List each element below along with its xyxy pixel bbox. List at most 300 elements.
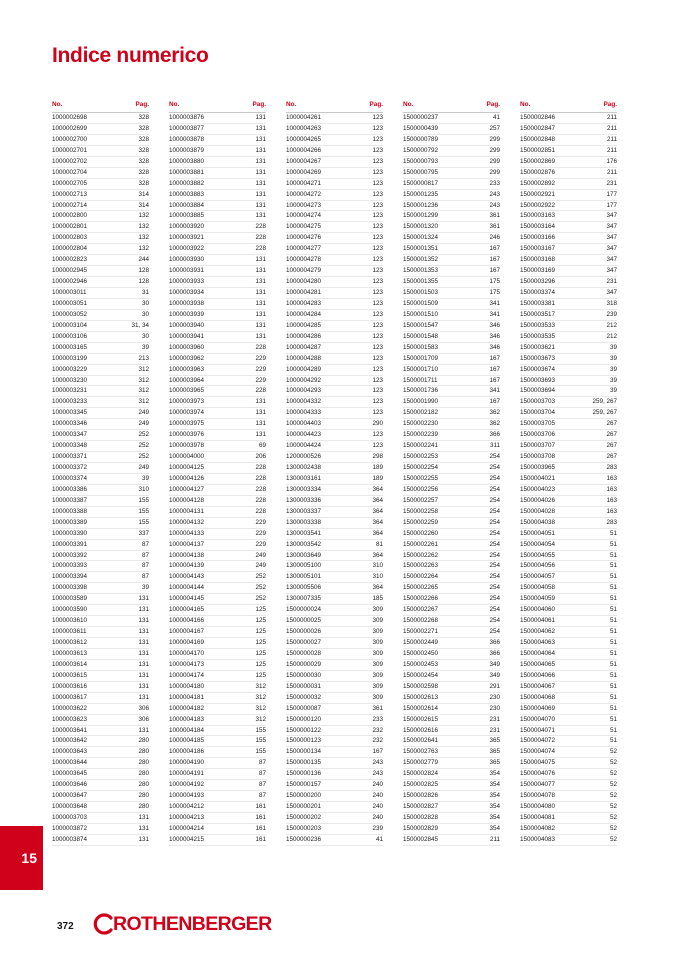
index-row (403, 824, 500, 835)
index-row (52, 222, 149, 233)
page-reference: 163 (606, 485, 617, 493)
article-number: 1000003104 (52, 321, 88, 329)
page-reference: 87 (258, 781, 266, 789)
page-reference: 283 (606, 518, 617, 526)
article-number: 1000004192 (169, 781, 205, 789)
index-row (286, 201, 383, 212)
article-number: 1000004191 (169, 770, 205, 778)
index-row (286, 299, 383, 310)
index-row (403, 507, 500, 518)
index-row (286, 660, 383, 671)
index-row (169, 266, 266, 277)
index-row (169, 758, 266, 769)
article-number: 1000003614 (52, 660, 88, 668)
article-number: 1500000027 (286, 639, 322, 646)
article-number: 1000003394 (52, 573, 88, 581)
article-number: 1000004265 (286, 135, 322, 143)
article-number: 1500002598 (403, 682, 439, 690)
page-reference: 311 (489, 442, 500, 450)
page-reference: 123 (372, 365, 383, 373)
article-number: 1500003703 (520, 398, 556, 406)
page-reference: 51 (609, 660, 617, 668)
page-reference: 280 (138, 792, 149, 800)
page-reference: 52 (609, 792, 617, 800)
article-number: 1500004051 (520, 529, 556, 537)
article-number: 1500003694 (520, 387, 556, 395)
article-number: 1500004026 (520, 496, 556, 504)
article-number: 1500002616 (403, 726, 439, 734)
index-row (403, 452, 500, 463)
article-number: 1500003517 (520, 310, 556, 318)
article-number: 1500002848 (520, 135, 556, 143)
page-reference: 167 (489, 398, 500, 406)
index-row (403, 747, 500, 758)
article-number: 1500004068 (520, 693, 556, 701)
article-number: 1000003398 (52, 584, 88, 592)
index-row (52, 671, 149, 682)
index-row (286, 780, 383, 791)
index-row (520, 583, 617, 594)
page-reference: 280 (138, 737, 149, 745)
article-number: 1000004126 (169, 474, 205, 482)
index-row (52, 124, 149, 135)
article-number: 1500002265 (403, 584, 439, 592)
article-number: 1500001710 (403, 365, 439, 373)
article-number: 1000004184 (169, 726, 205, 734)
article-number: 1000004137 (169, 540, 205, 548)
index-row (520, 397, 617, 408)
page-reference: 87 (141, 551, 149, 559)
page-reference: 259, 267 (592, 409, 617, 417)
index-row (169, 332, 266, 343)
page-reference: 51 (609, 617, 617, 625)
article-number: 1000004279 (286, 267, 322, 275)
index-row (286, 146, 383, 157)
page-reference: 167 (489, 256, 500, 264)
index-row (403, 157, 500, 168)
index-row (52, 135, 149, 146)
index-row (52, 791, 149, 802)
article-number: 1500000795 (403, 168, 439, 176)
page-reference: 167 (489, 376, 500, 384)
page-reference: 309 (372, 671, 383, 679)
index-row (520, 299, 617, 310)
page-reference: 312 (138, 398, 149, 406)
article-number: 1500004080 (520, 803, 556, 811)
article-number: 1000003880 (169, 157, 205, 165)
article-number: 1500000789 (403, 135, 439, 143)
index-row (403, 376, 500, 387)
article-number: 1000002699 (52, 124, 88, 132)
index-row (403, 791, 500, 802)
index-row (169, 255, 266, 266)
header-no-label: No. (520, 101, 531, 108)
page-reference: 131 (255, 332, 266, 340)
article-number: 1500004058 (520, 584, 556, 592)
article-number: 1000004143 (169, 573, 205, 581)
article-number: 1500000203 (286, 824, 322, 832)
index-row (520, 518, 617, 529)
index-row (52, 813, 149, 824)
index-row (403, 715, 500, 726)
article-number: 1500002824 (403, 770, 439, 778)
page-reference: 51 (609, 649, 617, 657)
index-row (169, 638, 266, 649)
article-number: 1000003965 (169, 387, 205, 395)
article-number: 1500002829 (403, 824, 439, 832)
page-reference: 131 (138, 639, 149, 646)
index-row (169, 113, 266, 124)
article-number: 1500004077 (520, 781, 556, 789)
page-reference: 131 (138, 649, 149, 657)
article-number: 1000004289 (286, 365, 322, 373)
article-number: 1500002261 (403, 540, 439, 548)
article-number: 1500004060 (520, 606, 556, 614)
article-number: 1000002713 (52, 190, 88, 198)
index-row (169, 627, 266, 638)
article-number: 1500003707 (520, 442, 556, 450)
article-number: 1000003648 (52, 803, 88, 811)
index-row (169, 430, 266, 441)
article-number: 1500002845 (403, 835, 439, 843)
page-reference: 131 (255, 289, 266, 296)
page-reference: 298 (372, 453, 383, 461)
page-reference: 131 (255, 135, 266, 143)
page-reference: 123 (372, 343, 383, 351)
article-number: 1500002257 (403, 496, 439, 504)
page-reference: 299 (489, 146, 500, 154)
index-row (52, 704, 149, 715)
index-row (286, 113, 383, 124)
index-row (169, 441, 266, 452)
article-number: 1000004165 (169, 606, 205, 614)
page-reference: 123 (372, 124, 383, 132)
article-number: 1500003167 (520, 245, 556, 253)
article-number: 1000003229 (52, 365, 88, 373)
page-reference: 87 (141, 540, 149, 548)
page-reference: 131 (255, 409, 266, 417)
article-number: 1000004213 (169, 814, 205, 821)
index-row (403, 583, 500, 594)
article-number: 1000004403 (286, 420, 322, 428)
index-row (52, 682, 149, 693)
page-reference: 52 (609, 759, 617, 767)
column-header (403, 98, 500, 113)
page-reference: 123 (372, 321, 383, 329)
page-reference: 231 (489, 726, 500, 734)
page-reference: 362 (489, 420, 500, 428)
index-row (520, 660, 617, 671)
article-number: 1500004061 (520, 617, 556, 625)
page-reference: 228 (255, 464, 266, 471)
page-reference: 131 (255, 299, 266, 307)
article-number: 1300003334 (286, 485, 322, 493)
article-number: 1500003381 (520, 299, 556, 307)
index-row (403, 485, 500, 496)
article-number: 1000003645 (52, 770, 88, 778)
page-reference: 123 (372, 431, 383, 439)
page-reference: 365 (489, 748, 500, 756)
header-pag-label: Pag. (603, 101, 617, 108)
index-row (52, 485, 149, 496)
index-row (403, 671, 500, 682)
article-number: 1000002702 (52, 157, 88, 165)
index-row (52, 397, 149, 408)
page-reference: 341 (489, 299, 500, 307)
index-row (52, 736, 149, 747)
article-number: 1500004070 (520, 715, 556, 723)
page-reference: 254 (489, 474, 500, 482)
index-row (403, 561, 500, 572)
article-number: 1500002241 (403, 442, 439, 450)
page-reference: 249 (255, 551, 266, 559)
page-reference: 131 (255, 398, 266, 406)
page-reference: 52 (609, 835, 617, 843)
article-number: 1000003644 (52, 759, 88, 767)
index-row (520, 616, 617, 627)
article-number: 1000004332 (286, 398, 322, 406)
article-number: 1000004424 (286, 442, 322, 450)
page-reference: 364 (372, 485, 383, 493)
article-number: 1000003960 (169, 343, 205, 351)
page-reference: 125 (255, 639, 266, 646)
page-reference: 232 (372, 737, 383, 745)
article-number: 1300007335 (286, 595, 322, 603)
index-row (520, 682, 617, 693)
page-reference: 230 (489, 693, 500, 701)
article-number: 1500002827 (403, 803, 439, 811)
index-row (169, 408, 266, 419)
index-row (52, 507, 149, 518)
page-reference: 51 (609, 704, 617, 712)
header-no-label: No. (169, 101, 180, 108)
article-number: 1500002450 (403, 649, 439, 657)
index-row (286, 627, 383, 638)
article-number: 1500003166 (520, 234, 556, 242)
page-reference: 177 (606, 190, 617, 198)
article-number: 1500001547 (403, 321, 439, 329)
article-number: 1500002271 (403, 628, 439, 636)
article-number: 1000003641 (52, 726, 88, 734)
article-number: 1000003589 (52, 595, 88, 603)
index-row (286, 310, 383, 321)
index-row (403, 419, 500, 430)
article-number: 1000003372 (52, 464, 88, 471)
page-reference: 280 (138, 781, 149, 789)
index-row (169, 704, 266, 715)
page-reference: 176 (606, 157, 617, 165)
article-number: 1000002800 (52, 212, 88, 220)
page-reference: 229 (255, 354, 266, 362)
article-number: 1500004063 (520, 639, 556, 646)
page-reference: 228 (255, 343, 266, 351)
page-reference: 212 (606, 321, 617, 329)
page-reference: 131 (255, 124, 266, 132)
index-row (52, 518, 149, 529)
index-row (286, 540, 383, 551)
article-number: 1000004215 (169, 835, 205, 843)
index-row (286, 835, 383, 846)
page-reference: 131 (138, 628, 149, 636)
page-reference: 87 (258, 759, 266, 767)
page-reference: 51 (609, 682, 617, 690)
page-reference: 125 (255, 649, 266, 657)
page-reference: 254 (489, 595, 500, 603)
article-number: 1000003939 (169, 310, 205, 318)
article-number: 1000004186 (169, 748, 205, 756)
page-reference: 39 (609, 354, 617, 362)
page-reference: 175 (489, 289, 500, 296)
article-number: 1500000029 (286, 660, 322, 668)
article-number: 1000003165 (52, 343, 88, 351)
page-reference: 131 (138, 693, 149, 701)
index-row (52, 288, 149, 299)
index-column (286, 98, 383, 846)
page-reference: 280 (138, 770, 149, 778)
page-reference: 155 (255, 737, 266, 745)
index-row (169, 518, 266, 529)
index-row (286, 168, 383, 179)
index-row (520, 769, 617, 780)
page-title: Indice numerico (52, 44, 209, 67)
index-row (520, 747, 617, 758)
index-row (403, 190, 500, 201)
article-number: 1500002239 (403, 431, 439, 439)
index-row (286, 594, 383, 605)
article-number: 1500004055 (520, 551, 556, 559)
article-number: 1000003881 (169, 168, 205, 176)
article-number: 1000003643 (52, 748, 88, 756)
index-row (169, 605, 266, 616)
article-number: 1500004066 (520, 671, 556, 679)
page-reference: 306 (138, 715, 149, 723)
page-reference: 280 (138, 759, 149, 767)
index-row (52, 496, 149, 507)
article-number: 1500002268 (403, 617, 439, 625)
section-tab: 15 (0, 826, 43, 890)
article-number: 1000003617 (52, 693, 88, 701)
article-number: 1000003389 (52, 518, 88, 526)
index-row (286, 704, 383, 715)
article-number: 1500000123 (286, 737, 322, 745)
page-reference: 252 (255, 573, 266, 581)
page-reference: 309 (372, 660, 383, 668)
article-number: 1500004056 (520, 562, 556, 570)
index-row (169, 791, 266, 802)
index-row (52, 441, 149, 452)
page-reference: 252 (138, 442, 149, 450)
index-row (520, 726, 617, 737)
page-reference: 243 (372, 770, 383, 778)
article-number: 1000003647 (52, 792, 88, 800)
index-row (403, 343, 500, 354)
article-number: 1500002615 (403, 715, 439, 723)
page-reference: 341 (489, 310, 500, 318)
index-row (52, 616, 149, 627)
article-number: 1000003393 (52, 562, 88, 570)
page-reference: 240 (372, 814, 383, 821)
index-row (169, 736, 266, 747)
page-reference: 163 (606, 474, 617, 482)
page-reference: 309 (372, 639, 383, 646)
article-number: 1500000030 (286, 671, 322, 679)
index-table (0, 98, 677, 878)
page-reference: 39 (609, 376, 617, 384)
article-number: 1000003921 (169, 234, 205, 242)
page-reference: 131 (255, 431, 266, 439)
page-reference: 31, 34 (131, 321, 149, 329)
page-reference: 364 (372, 551, 383, 559)
article-number: 1300003161 (286, 474, 322, 482)
article-number: 1000004131 (169, 507, 205, 515)
page-reference: 233 (372, 715, 383, 723)
page-reference: 290 (372, 420, 383, 428)
article-number: 1500003169 (520, 267, 556, 275)
page-reference: 231 (489, 715, 500, 723)
index-row (52, 529, 149, 540)
page-reference: 364 (372, 584, 383, 592)
article-number: 1000003610 (52, 617, 88, 625)
index-row (169, 179, 266, 190)
index-row (520, 124, 617, 135)
article-number: 1500001509 (403, 299, 439, 307)
article-number: 1500004023 (520, 485, 556, 493)
index-row (403, 496, 500, 507)
page-reference: 310 (372, 573, 383, 581)
article-number: 1500001352 (403, 256, 439, 264)
index-row (286, 124, 383, 135)
index-row (286, 222, 383, 233)
page-reference: 52 (609, 748, 617, 756)
article-number: 1000004139 (169, 562, 205, 570)
article-number: 1000002698 (52, 114, 88, 121)
page-reference: 123 (372, 201, 383, 209)
index-row (286, 824, 383, 835)
article-number: 1500002267 (403, 606, 439, 614)
article-number: 1500001351 (403, 245, 439, 253)
index-row (520, 288, 617, 299)
article-number: 1000004272 (286, 190, 322, 198)
page-reference: 155 (255, 726, 266, 734)
index-row (403, 758, 500, 769)
index-row (403, 233, 500, 244)
page-reference: 267 (606, 442, 617, 450)
index-row (286, 638, 383, 649)
index-row (169, 616, 266, 627)
index-row (520, 649, 617, 660)
index-row (520, 594, 617, 605)
index-row (520, 540, 617, 551)
article-number: 1500002255 (403, 474, 439, 482)
index-row (403, 736, 500, 747)
article-number: 1500001355 (403, 278, 439, 286)
page-reference: 228 (255, 223, 266, 231)
index-row (52, 780, 149, 791)
article-number: 1000003931 (169, 267, 205, 275)
page-reference: 131 (255, 310, 266, 318)
article-number: 1500004059 (520, 595, 556, 603)
index-row (403, 540, 500, 551)
index-row (286, 321, 383, 332)
index-row (403, 354, 500, 365)
index-row (403, 113, 500, 124)
index-row (403, 441, 500, 452)
index-row (52, 540, 149, 551)
index-row (403, 299, 500, 310)
page-reference: 87 (141, 562, 149, 570)
article-number: 1500003163 (520, 212, 556, 220)
brand-name: ROTHENBERGER (113, 912, 272, 935)
